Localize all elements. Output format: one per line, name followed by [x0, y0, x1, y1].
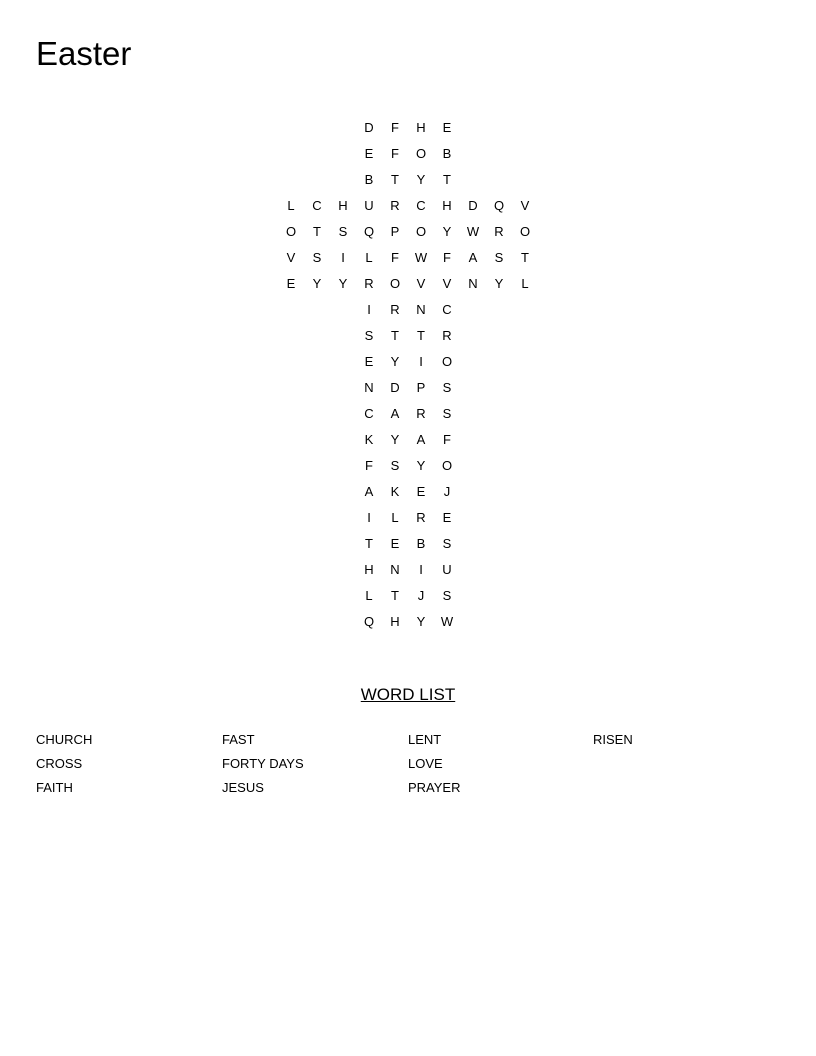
grid-letter: S: [390, 458, 400, 473]
word-list-item: FAST: [222, 732, 255, 747]
grid-letter: R: [390, 198, 400, 213]
word-list-item: FAITH: [36, 780, 73, 795]
grid-letter: R: [416, 510, 426, 525]
grid-letter: Q: [363, 224, 375, 239]
grid-letter: H: [338, 198, 348, 213]
grid-letter: V: [286, 250, 296, 265]
word-list-item: CHURCH: [36, 732, 93, 747]
grid-letter: H: [390, 614, 400, 629]
grid-letter: R: [442, 328, 452, 343]
grid-letter: T: [313, 224, 321, 239]
grid-letter: N: [416, 302, 426, 317]
grid-letter: N: [468, 276, 478, 291]
grid-letter: T: [365, 536, 373, 551]
grid-letter: O: [441, 458, 453, 473]
grid-letter: T: [443, 172, 451, 187]
grid-letter: A: [468, 250, 478, 265]
grid-letter: F: [391, 250, 399, 265]
grid-letter: Y: [494, 276, 504, 291]
grid-letter: T: [391, 328, 399, 343]
grid-letter: V: [442, 276, 452, 291]
word-list-item: CROSS: [36, 756, 83, 771]
grid-letter: H: [364, 562, 374, 577]
grid-letter: C: [364, 406, 374, 421]
grid-letter: D: [390, 380, 400, 395]
grid-letter: R: [364, 276, 374, 291]
grid-letter: O: [285, 224, 297, 239]
grid-letter: B: [442, 146, 452, 161]
grid-letter: V: [520, 198, 530, 213]
grid-letter: W: [466, 224, 480, 239]
grid-letter: E: [442, 510, 452, 525]
grid-letter: A: [390, 406, 400, 421]
grid-letter: T: [417, 328, 425, 343]
grid-letter: E: [364, 146, 374, 161]
grid-letter: N: [364, 380, 374, 395]
grid-letter: P: [416, 380, 426, 395]
grid-letter: A: [364, 484, 374, 499]
grid-letter: I: [341, 250, 345, 265]
grid-letter: N: [390, 562, 400, 577]
word-list: [36, 730, 796, 810]
grid-letter: H: [416, 120, 426, 135]
grid-letter: C: [312, 198, 322, 213]
grid-letter: E: [364, 354, 374, 369]
grid-letter: S: [494, 250, 504, 265]
grid-letter: P: [390, 224, 400, 239]
grid-letter: R: [416, 406, 426, 421]
grid-letter: D: [468, 198, 478, 213]
grid-letter: Y: [338, 276, 348, 291]
grid-letter: I: [367, 510, 371, 525]
grid-letter: K: [364, 432, 374, 447]
grid-letter: O: [441, 354, 453, 369]
grid-letter: Y: [312, 276, 322, 291]
grid-letter: I: [419, 354, 423, 369]
grid-letter: E: [416, 484, 426, 499]
grid-letter: O: [415, 224, 427, 239]
grid-letter: R: [390, 302, 400, 317]
grid-letter: T: [521, 250, 529, 265]
grid-letter: D: [364, 120, 374, 135]
word-list-item: JESUS: [222, 780, 264, 795]
grid-letter: S: [442, 380, 452, 395]
grid-letter: L: [521, 276, 529, 291]
grid-letter: O: [389, 276, 401, 291]
grid-letter: F: [443, 250, 451, 265]
grid-letter: T: [391, 588, 399, 603]
word-list-item: LOVE: [408, 756, 443, 771]
grid-letter: S: [312, 250, 322, 265]
grid-letter: Y: [416, 614, 426, 629]
grid-letter: F: [391, 120, 399, 135]
word-list-heading: WORD LIST: [360, 685, 456, 704]
grid-letter: F: [365, 458, 373, 473]
grid-letter: O: [415, 146, 427, 161]
grid-letter: Q: [363, 614, 375, 629]
grid-letter: Y: [416, 172, 426, 187]
grid-letter: Y: [442, 224, 452, 239]
word-list-item: FORTY DAYS: [222, 756, 304, 771]
grid-letter: V: [416, 276, 426, 291]
grid-letter: E: [442, 120, 452, 135]
grid-letter: U: [442, 562, 452, 577]
grid-letter: E: [286, 276, 296, 291]
grid-letter: H: [442, 198, 452, 213]
grid-letter: W: [414, 250, 428, 265]
grid-letter: L: [365, 588, 373, 603]
grid-letter: T: [391, 172, 399, 187]
grid-letter: K: [390, 484, 400, 499]
grid-letter: S: [364, 328, 374, 343]
grid-letter: Y: [416, 458, 426, 473]
grid-letter: W: [440, 614, 454, 629]
word-list-item: RISEN: [593, 732, 633, 747]
grid-letter: Y: [390, 354, 400, 369]
grid-letter: B: [416, 536, 426, 551]
grid-letter: U: [364, 198, 374, 213]
page-title: Easter: [36, 35, 132, 72]
grid-letter: L: [391, 510, 399, 525]
grid-letter: S: [442, 406, 452, 421]
grid-letter: F: [443, 432, 451, 447]
grid-letter: C: [416, 198, 426, 213]
grid-letter: J: [443, 484, 451, 499]
grid-letter: B: [364, 172, 374, 187]
grid-letter: I: [367, 302, 371, 317]
grid-letter: S: [338, 224, 348, 239]
word-list-item: LENT: [408, 732, 442, 747]
word-list-item: PRAYER: [408, 780, 461, 795]
grid-letter: L: [365, 250, 373, 265]
grid-letter: Y: [390, 432, 400, 447]
grid-letter: A: [416, 432, 426, 447]
grid-letter: F: [391, 146, 399, 161]
grid-letter: C: [442, 302, 452, 317]
grid-letter: I: [419, 562, 423, 577]
grid-letter: O: [519, 224, 531, 239]
grid-letter: R: [494, 224, 504, 239]
grid-letter: E: [390, 536, 400, 551]
grid-letter: S: [442, 588, 452, 603]
grid-letter: Q: [493, 198, 505, 213]
grid-letter: L: [287, 198, 295, 213]
grid-letter: J: [417, 588, 425, 603]
grid-letter: S: [442, 536, 452, 551]
